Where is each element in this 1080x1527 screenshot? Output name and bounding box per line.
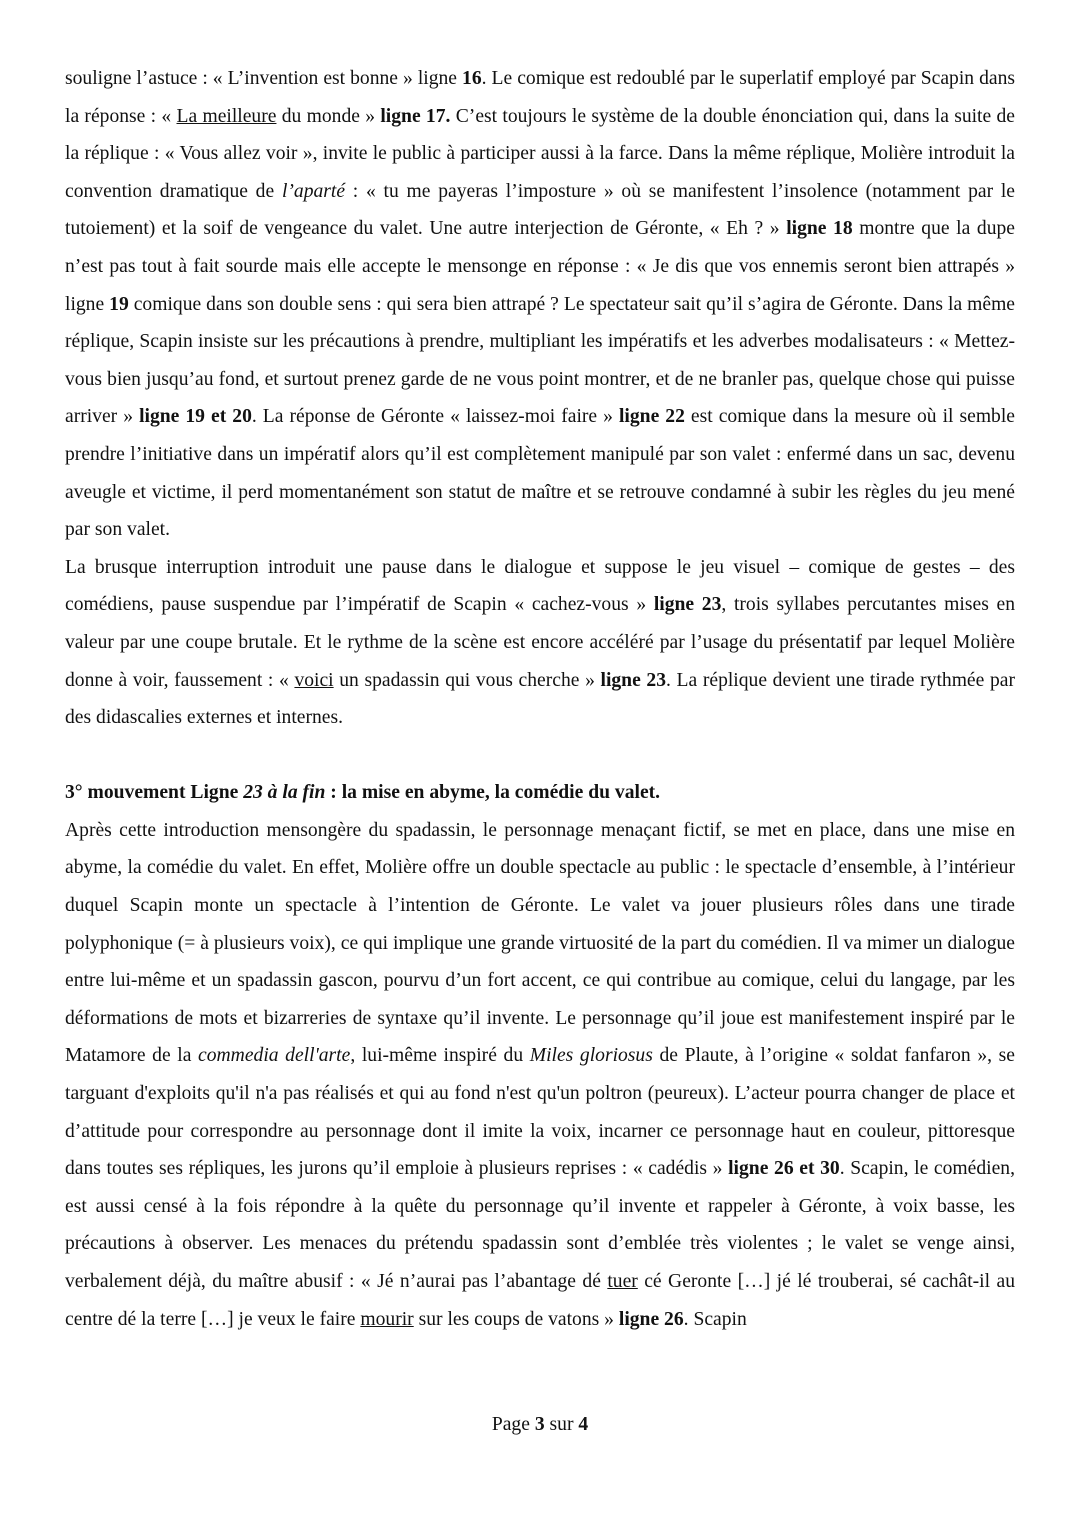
heading-text: 3° mouvement Ligne xyxy=(65,782,244,804)
line-reference: ligne 26 xyxy=(618,1308,684,1330)
line-reference: ligne 22 xyxy=(618,406,685,428)
text-run: de Plaute, à l’origine « soldat fanfaron », se targuant d'exploits qu'il n'a pas réalisés et qui au fond n'est qu'un poltron (peureux). L’acteur pourra changer de place et d’attitude pour correspondre au personnage dont il imite la voix, incarner ce personnage haut en couleur, pittoresque dans toutes ses répliques, les jurons qu’il emploie à plusieurs reprises : « cadédis » xyxy=(65,1045,1015,1180)
text-run: , trois syllabes percutantes mises en valeur par une coupe brutale. Et le rythme de la scène est encore accéléré par l’usage du présentatif par lequel Molière donne à voir, faussement : « xyxy=(65,594,1015,691)
text-run: souligne l’astuce : « L’invention est bonne » ligne xyxy=(65,68,463,89)
text-run: cé Geronte […] jé lé trouberai, sé cachât-il au centre dé la terre […] je veux le faire xyxy=(65,1271,1015,1330)
footer-text: sur xyxy=(544,1414,579,1435)
underlined-quote: tuer xyxy=(607,1271,638,1292)
text-run: comique dans son double sens : qui sera bien attrapé ? Le spectateur sait qu’il s’agira de Géronte. Dans la même réplique, Scapin insiste sur les précautions à prendre, multipliant les impératifs et les adverbes modalisateurs : « Mettez-vous bien jusqu’au fond, et surtout prenez garde de ne vous point montrer, et de ne branler pas, quelque chose qui puisse arriver » xyxy=(65,293,1016,428)
line-reference: 16 xyxy=(462,68,482,89)
paragraph-mise-en-abyme xyxy=(65,812,1015,1338)
line-reference: ligne 18 xyxy=(786,218,853,240)
page-footer xyxy=(0,1410,1080,1440)
document-page xyxy=(65,60,1015,1338)
line-reference: ligne 19 et 20 xyxy=(139,406,252,428)
underlined-quote: voici xyxy=(294,669,334,691)
text-run: un spadassin qui vous cherche » xyxy=(333,669,601,691)
paragraph-analysis-lines-16-22 xyxy=(65,60,1015,549)
text-run: est comique dans la mesure où il semble prendre l’initiative dans un impératif alors qu’il est complètement manipulé par son valet : enfermé dans un sac, devenu aveugle et victime, il perd momentanément son statut de maître et se retrouve condamné à subir les règles du jeu mené par son valet. xyxy=(65,406,1015,541)
footer-text: Page xyxy=(491,1414,535,1435)
underlined-quote: mourir xyxy=(360,1308,414,1330)
line-reference: ligne 26 et 30 xyxy=(728,1158,840,1180)
text-run: . La réponse de Géronte « laissez-moi faire » xyxy=(251,406,619,428)
text-run: La brusque interruption introduit une pause dans le dialogue et suppose le jeu visuel – comique de gestes – des comédiens, pause suspendue par l’impératif de Scapin « cachez-vous » xyxy=(65,556,1015,616)
current-page-number: 3 xyxy=(534,1414,545,1435)
text-run: . Scapin, le comédien, est aussi censé à la fois répondre à la quête du personnage qu’il invente et rappeler à Géronte, à voix basse, les précautions à observer. Les menaces du prétendu spadassin sont d’emblée très violentes ; le valet se venge ainsi, verbalement déjà, du maître abusif : « Jé n’aurai pas l’abantage dé xyxy=(65,1158,1015,1292)
paragraph-spacer xyxy=(65,737,1015,775)
text-run: Après cette introduction mensongère du spadassin, le personnage menaçant fictif, se met en place, dans une mise en abyme, la comédie du valet. En effet, Molière offre un double spectacle au public : le spectacle d’ensemble, à l’intérieur duquel Scapin monte un spectacle à l’intention de Géronte. Le valet va jouer plusieurs rôles dans une tirade polyphonique (= à plusieurs voix), ce qui implique une grande virtuosité de la part du comédien. Il va mimer un dialogue entre lui-même et un spadassin gascon, pourvu d’un fort accent, ce qui contribue au comique, celui du langage, par les déformations de mots et bizarreries de syntaxe qu’il invente. Le personnage qu’il joue est manifestement inspiré par le Matamore de la xyxy=(65,819,1015,1067)
text-run: : « tu me payeras l’imposture » où se manifestent l’insolence (notamment par le tutoiement) et la soif de vengeance du valet. Une autre interjection de Géronte, « Eh ? » xyxy=(65,180,1015,240)
text-run: . Le comique est redoublé par le superlatif employé par Scapin dans la réponse : « xyxy=(65,68,1015,127)
text-run: , lui-même inspiré du xyxy=(350,1045,530,1067)
line-reference: ligne 17. xyxy=(380,105,451,127)
line-reference: ligne 23 xyxy=(653,594,722,616)
heading-text: : la mise en abyme, la comédie du valet. xyxy=(325,782,661,804)
text-run: . La réplique devient une tirade rythmée par des didascalies externes et internes. xyxy=(65,669,1015,729)
text-run: du monde » xyxy=(276,105,381,127)
text-run: . Scapin xyxy=(683,1308,747,1330)
heading-italic: 23 à la fin xyxy=(243,782,326,804)
text-run: C’est toujours le système de la double énonciation qui, dans la suite de la réplique : « Vous allez voir », invite le public à participer aussi à la farce. Dans la même réplique, Molière introduit la convention dramatique de xyxy=(65,105,1015,202)
line-reference: ligne 23 xyxy=(600,669,667,691)
line-reference: 19 xyxy=(109,293,129,315)
italic-term: Miles gloriosus xyxy=(529,1045,653,1067)
italic-term: l’aparté xyxy=(281,180,346,202)
total-page-number: 4 xyxy=(578,1414,589,1435)
section-heading xyxy=(65,774,1015,812)
underlined-quote: La meilleure xyxy=(176,105,277,127)
paragraph-interruption xyxy=(65,549,1015,737)
text-run: montre que la dupe n’est pas tout à fait sourde mais elle accepte le mensonge en réponse : « Je dis que vos ennemis seront bien attrapés » ligne xyxy=(65,218,1015,315)
italic-term: commedia dell'arte xyxy=(198,1045,351,1067)
text-run: sur les coups de vatons » xyxy=(413,1308,619,1330)
